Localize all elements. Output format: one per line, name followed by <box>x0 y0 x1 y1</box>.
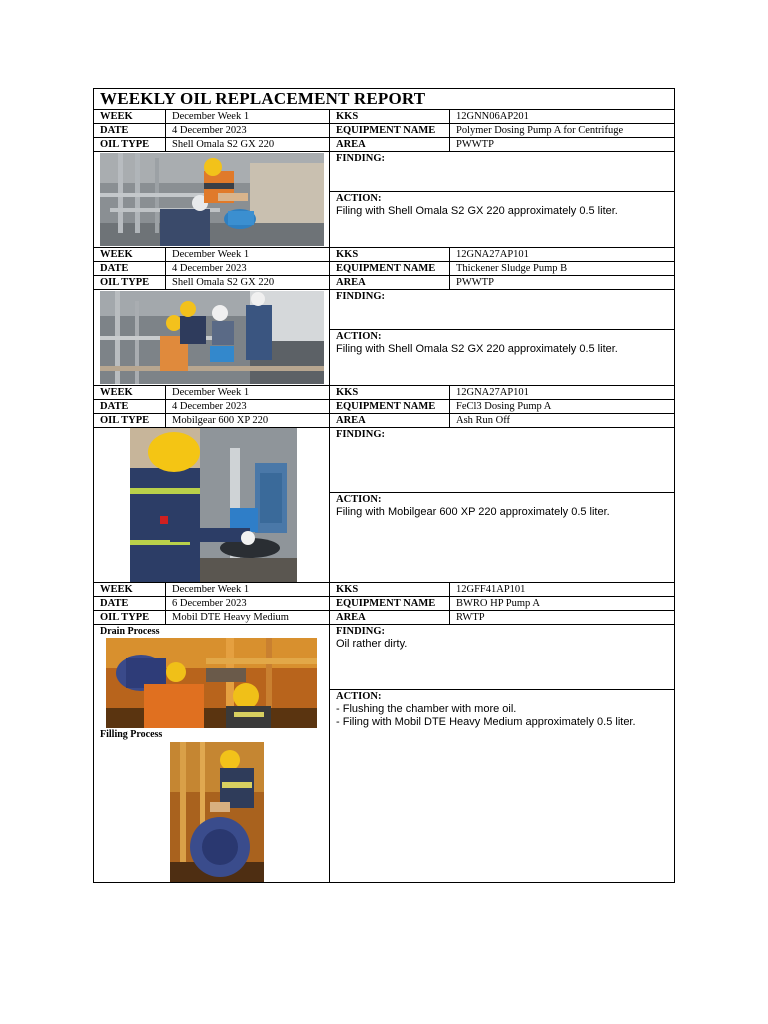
pump-maintenance-photo <box>100 153 324 246</box>
action-label: ACTION: <box>336 494 382 505</box>
record-1 <box>94 110 674 248</box>
finding-section <box>330 625 674 690</box>
record-row-date <box>94 597 674 611</box>
record-row-oil-type <box>94 138 674 152</box>
action-text: Filing with Mobilgear 600 XP 220 approximately 0.5 liter. <box>336 506 610 518</box>
action-section <box>330 493 674 582</box>
action-label: ACTION: <box>336 691 382 702</box>
week-value: December Week 1 <box>166 583 330 596</box>
equipment-name-label: EQUIPMENT NAME <box>330 597 450 610</box>
kks-value: 12GNN06AP201 <box>456 111 529 122</box>
record-row-week <box>94 248 674 262</box>
record-row-oil-type <box>94 414 674 428</box>
record-body <box>94 428 674 582</box>
photo-cell <box>94 152 330 247</box>
action-section <box>330 330 674 385</box>
area-value: Ash Run Off <box>456 415 511 426</box>
action-text: Filing with Shell Omala S2 GX 220 approximately 0.5 liter. <box>336 343 618 355</box>
record-body <box>94 625 674 882</box>
equipment-name-label: EQUIPMENT NAME <box>330 124 450 137</box>
record-row-week <box>94 583 674 597</box>
kks-value: 12GNA27AP101 <box>456 249 529 260</box>
record-4 <box>94 583 674 882</box>
action-line-2: - Filing with Mobil DTE Heavy Medium approximately 0.5 liter. <box>336 716 636 728</box>
record-row-oil-type <box>94 276 674 290</box>
record-row-oil-type <box>94 611 674 625</box>
record-3 <box>94 386 674 583</box>
pump-maintenance-photo <box>130 428 297 582</box>
oil-type-label: OIL TYPE <box>94 611 166 624</box>
photo-cell <box>94 428 330 582</box>
record-2 <box>94 248 674 386</box>
action-label: ACTION: <box>336 331 382 342</box>
record-row-date <box>94 400 674 414</box>
oil-type-value: Mobilgear 600 XP 220 <box>166 414 330 427</box>
finding-section <box>330 290 674 330</box>
date-value: 4 December 2023 <box>166 124 330 137</box>
area-label: AREA <box>330 276 450 289</box>
finding-label: FINDING: <box>336 429 385 440</box>
date-value: 6 December 2023 <box>166 597 330 610</box>
equipment-name-value: Polymer Dosing Pump A for Centrifuge <box>456 125 624 136</box>
drain-process-photo <box>106 638 317 728</box>
photo-cell <box>94 290 330 385</box>
report-title: WEEKLY OIL REPLACEMENT REPORT <box>94 89 674 110</box>
kks-label: KKS <box>330 110 450 123</box>
kks-label: KKS <box>330 248 450 261</box>
week-label: WEEK <box>94 386 166 399</box>
filling-process-label: Filling Process <box>100 729 163 740</box>
area-label: AREA <box>330 414 450 427</box>
finding-text: Oil rather dirty. <box>336 638 408 650</box>
week-label: WEEK <box>94 583 166 596</box>
kks-label: KKS <box>330 583 450 596</box>
week-label: WEEK <box>94 110 166 123</box>
date-value: 4 December 2023 <box>166 400 330 413</box>
oil-type-label: OIL TYPE <box>94 138 166 151</box>
action-section <box>330 192 674 247</box>
area-value: PWWTP <box>456 139 494 150</box>
finding-action-cell <box>330 428 674 582</box>
action-line-1: - Flushing the chamber with more oil. <box>336 703 517 715</box>
kks-value: 12GNA27AP101 <box>456 387 529 398</box>
record-row-week <box>94 110 674 124</box>
equipment-name-label: EQUIPMENT NAME <box>330 400 450 413</box>
kks-label: KKS <box>330 386 450 399</box>
record-body <box>94 290 674 385</box>
finding-section <box>330 428 674 493</box>
date-label: DATE <box>94 400 166 413</box>
action-section <box>330 690 674 882</box>
area-label: AREA <box>330 611 450 624</box>
area-value: RWTP <box>456 612 485 623</box>
date-value: 4 December 2023 <box>166 262 330 275</box>
week-value: December Week 1 <box>166 386 330 399</box>
week-value: December Week 1 <box>166 248 330 261</box>
finding-label: FINDING: <box>336 291 385 302</box>
area-value: PWWTP <box>456 277 494 288</box>
record-row-date <box>94 262 674 276</box>
finding-action-cell <box>330 152 674 247</box>
action-text: Filing with Shell Omala S2 GX 220 approximately 0.5 liter. <box>336 205 618 217</box>
report-page <box>93 88 675 883</box>
finding-label: FINDING: <box>336 153 385 164</box>
pump-maintenance-photo <box>100 291 324 384</box>
equipment-name-value: BWRO HP Pump A <box>456 598 540 609</box>
filling-process-photo <box>170 742 264 882</box>
equipment-name-label: EQUIPMENT NAME <box>330 262 450 275</box>
photo-cell <box>94 625 330 882</box>
oil-type-label: OIL TYPE <box>94 276 166 289</box>
area-label: AREA <box>330 138 450 151</box>
date-label: DATE <box>94 597 166 610</box>
drain-process-label: Drain Process <box>100 626 160 637</box>
finding-action-cell <box>330 290 674 385</box>
finding-section <box>330 152 674 192</box>
oil-type-value: Shell Omala S2 GX 220 <box>166 276 330 289</box>
record-body <box>94 152 674 247</box>
record-row-week <box>94 386 674 400</box>
oil-type-label: OIL TYPE <box>94 414 166 427</box>
equipment-name-value: Thickener Sludge Pump B <box>456 263 568 274</box>
finding-action-cell <box>330 625 674 882</box>
action-label: ACTION: <box>336 193 382 204</box>
oil-type-value: Mobil DTE Heavy Medium <box>166 611 330 624</box>
kks-value: 12GFF41AP101 <box>456 584 526 595</box>
finding-label: FINDING: <box>336 626 385 637</box>
oil-type-value: Shell Omala S2 GX 220 <box>166 138 330 151</box>
record-row-date <box>94 124 674 138</box>
date-label: DATE <box>94 262 166 275</box>
equipment-name-value: FeCl3 Dosing Pump A <box>456 401 552 412</box>
week-label: WEEK <box>94 248 166 261</box>
week-value: December Week 1 <box>166 110 330 123</box>
date-label: DATE <box>94 124 166 137</box>
